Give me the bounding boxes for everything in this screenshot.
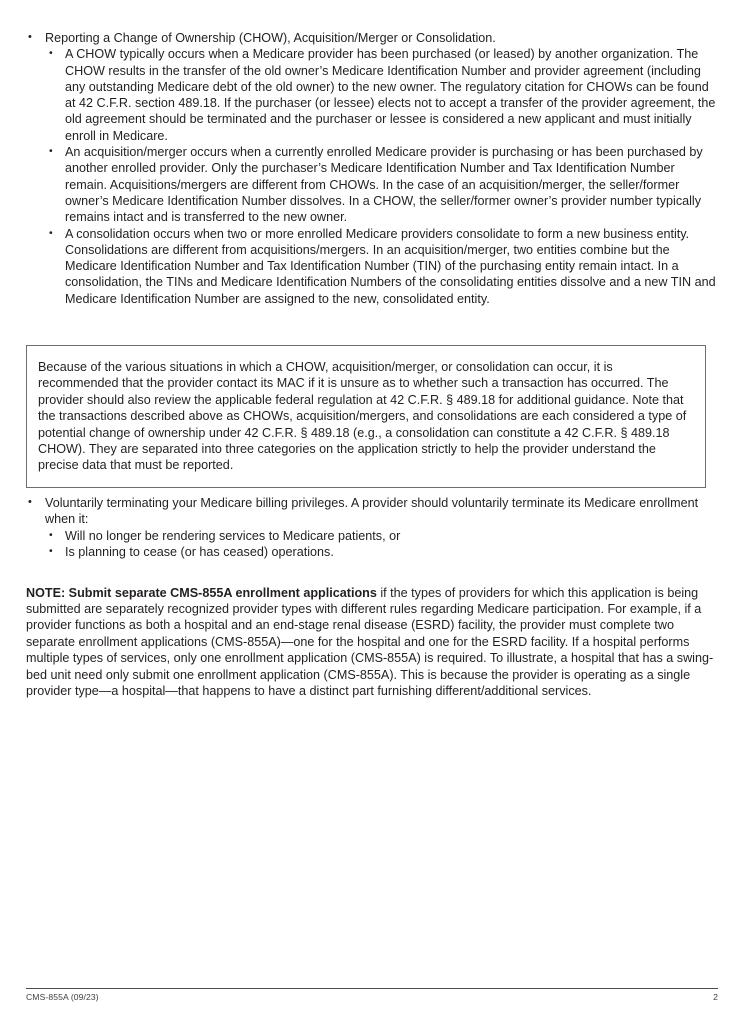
chow-item-chow-text: • A CHOW typically occurs when a Medicare provider has been purchased (or leased) by another organization. The CHOW results in the transfer of the old owner’s Medicare Identification Number and provider agreement (including any outstanding Medicare debt of the old owner) to the new owner. The regulatory citation for CHOWs can be found at 42 C.F.R. section 489.18. If the purchaser (or lessee) elects not to accept a transfer of the provider agreement, the old agreement should be terminated and the purchaser or lessee is considered a new applicant and must initially enroll in Medicare. [65,47,716,143]
footer-page-number: 2 [713,992,718,1002]
chow-sub-list [45,46,716,307]
termination-intro-bullet [26,495,716,560]
chow-intro-bullet [26,30,716,307]
page-footer [26,988,718,1002]
termination-item-cease-operations-text: • Is planning to cease (or has ceased) operations. [65,544,334,559]
chow-section [26,30,716,307]
note-body-text: if the types of providers for which this application is being submitted are separately recognized provider types with different rules regarding Medicare participation. For example, if a provider functions as both a hospital and an end-stage renal disease (ESRD) facility, the provider must complete two separate enrollment applications (CMS-855A)—one for the hospital and one for the ESRD facility. If a hospital performs multiple types of services, only one enrollment application (CMS-855A) is required. To illustrate, a hospital that has a swing-bed unit need only submit one enrollment application (CMS-855A). This is because the provider is operating as a single provider type—a hospital—that happens to have a distinct part furnishing different/additional services. [26,585,714,699]
callout-text: Because of the various situations in which a CHOW, acquisition/merger, or consolidation can occur, it is recommended that the provider contact its MAC if it is unsure as to whether such a transaction has occurred. The provider should also review the applicable federal regulation at 42 C.F.R. § 489.18 for additional guidance. Note that the transactions described above as CHOWs, acquisition/mergers, and consolidations are each considered a type of potential change of ownership under 42 C.F.R. § 489.18 (e.g., a consolidation can constitute a 42 C.F.R. § 489.18 CHOW). They are separated into three categories on the application strictly to help the provider understand the precise data that must be reported. [38,360,687,473]
note-paragraph [26,585,716,700]
chow-top-list [26,30,716,307]
termination-item-no-services [47,528,716,544]
chow-item-consolidation-text: • A consolidation occurs when two or more enrolled Medicare providers consolidate to form a new business entity. Consolidations are different from acquisitions/mergers. In an acquisition/merger, two entities combine but the Medicare Identification Number and Tax Identification Number (TIN) of the purchasing entity remain intact. In a consolidation, the TINs and Medicare Identification Numbers of the consolidating entities dissolve and a new TIN and Medicare Identification Number are assigned to the new, consolidated entity. [65,226,716,306]
chow-item-acquisition-merger [47,144,716,225]
termination-intro-text: • Voluntarily terminating your Medicare billing privileges. A provider should voluntarily terminate its Medicare enrollment when it: [45,496,699,527]
chow-intro-text: • Reporting a Change of Ownership (CHOW), Acquisition/Merger or Consolidation. [45,31,496,45]
footer-form-id: CMS-855A (09/23) [26,992,99,1002]
termination-item-no-services-text: • Will no longer be rendering services to Medicare patients, or [65,528,401,543]
termination-item-cease-operations [47,544,716,560]
footer-row [26,992,718,1002]
note-bold-lead: NOTE: Submit separate CMS-855A enrollment applications [26,585,377,600]
voluntary-termination-section [26,495,716,560]
chow-item-consolidation [47,226,716,307]
callout-box [26,345,706,488]
termination-top-list [26,495,716,560]
termination-sub-list [45,528,716,561]
chow-item-acquisition-merger-text: • An acquisition/merger occurs when a currently enrolled Medicare provider is purchasing or has been purchased by another enrolled provider. Only the purchaser’s Medicare Identification Number and Tax Identification Number remain. Acquisitions/mergers are different from CHOWs. In the case of an acquisition/merger, the seller/former owner’s Medicare Identification Number dissolves. In a CHOW, the seller/former owner’s provider number typically remains intact and is transferred to the new owner. [65,145,703,225]
chow-item-chow [47,46,716,144]
footer-divider [26,988,718,989]
